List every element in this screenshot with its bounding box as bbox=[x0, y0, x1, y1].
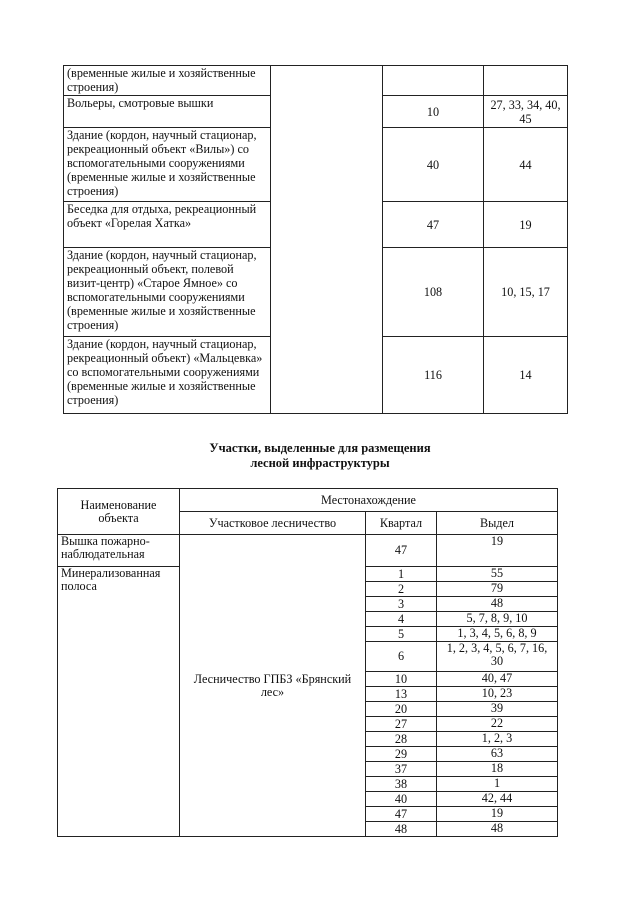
object-name-cell: Минерализованная полоса bbox=[58, 567, 180, 837]
vydel-cell: 39 bbox=[437, 702, 558, 717]
kvartal-cell: 4 bbox=[366, 612, 437, 627]
vydel-cell: 44 bbox=[484, 128, 568, 202]
kvartal-cell: 116 bbox=[383, 337, 484, 414]
kvartal-cell: 2 bbox=[366, 582, 437, 597]
vydel-cell: 1 bbox=[437, 777, 558, 792]
infrastructure-objects-table bbox=[63, 65, 568, 414]
header-row bbox=[58, 489, 558, 512]
vydel-cell bbox=[484, 66, 568, 96]
vydel-cell: 19 bbox=[484, 202, 568, 248]
kvartal-cell: 47 bbox=[366, 807, 437, 822]
heading-line-1: Участки, выделенные для размещения bbox=[209, 441, 431, 455]
vydel-cell: 19 bbox=[437, 535, 558, 567]
vydel-cell: 63 bbox=[437, 747, 558, 762]
vydel-cell: 18 bbox=[437, 762, 558, 777]
vydel-cell: 55 bbox=[437, 567, 558, 582]
object-name-cell: (временные жилые и хозяйственные строения) bbox=[64, 66, 271, 96]
header-vydel: Выдел bbox=[437, 512, 558, 535]
header-location: Местонахождение bbox=[180, 489, 558, 512]
forestry-merged-cell bbox=[271, 66, 383, 414]
vydel-cell: 19 bbox=[437, 807, 558, 822]
kvartal-cell: 28 bbox=[366, 732, 437, 747]
kvartal-cell: 47 bbox=[366, 535, 437, 567]
heading-line-2: лесной инфраструктуры bbox=[250, 456, 390, 470]
vydel-cell: 40, 47 bbox=[437, 672, 558, 687]
object-name-cell: Вышка пожарно-наблюдательная bbox=[58, 535, 180, 567]
kvartal-cell: 37 bbox=[366, 762, 437, 777]
table-row bbox=[64, 66, 568, 96]
vydel-cell: 48 bbox=[437, 597, 558, 612]
kvartal-cell: 13 bbox=[366, 687, 437, 702]
header-kvartal: Квартал bbox=[366, 512, 437, 535]
vydel-cell: 1, 2, 3, 4, 5, 6, 7, 16, 30 bbox=[437, 642, 558, 672]
vydel-cell: 79 bbox=[437, 582, 558, 597]
sites-body bbox=[58, 535, 558, 837]
kvartal-cell: 29 bbox=[366, 747, 437, 762]
vydel-cell: 1, 3, 4, 5, 6, 8, 9 bbox=[437, 627, 558, 642]
vydel-cell: 42, 44 bbox=[437, 792, 558, 807]
vydel-cell: 10, 15, 17 bbox=[484, 248, 568, 337]
vydel-cell: 14 bbox=[484, 337, 568, 414]
vydel-cell: 48 bbox=[437, 822, 558, 837]
object-name-cell: Вольеры, смотровые вышки bbox=[64, 96, 271, 128]
header-object-name: Наименование объекта bbox=[58, 489, 180, 535]
header-forestry: Участковое лесничество bbox=[180, 512, 366, 535]
object-name-cell: Здание (кордон, научный стационар, рекреационный объект) «Мальцевка» со вспомогательными сооружениями (временные жилые и хозяйственные строения) bbox=[64, 337, 271, 414]
kvartal-cell: 38 bbox=[366, 777, 437, 792]
object-name-cell: Здание (кордон, научный стационар, рекреационный объект, полевой визит-центр) «Старое Ямное» со вспомогательными сооружениями (временные жилые и хозяйственные строения) bbox=[64, 248, 271, 337]
kvartal-cell: 40 bbox=[366, 792, 437, 807]
forestry-cell: Лесничество ГПБЗ «Брянский лес» bbox=[180, 535, 366, 837]
vydel-cell: 27, 33, 34, 40, 45 bbox=[484, 96, 568, 128]
kvartal-cell: 3 bbox=[366, 597, 437, 612]
kvartal-cell: 20 bbox=[366, 702, 437, 717]
kvartal-cell: 10 bbox=[366, 672, 437, 687]
table-row bbox=[58, 535, 558, 567]
kvartal-cell: 6 bbox=[366, 642, 437, 672]
infrastructure-objects-body bbox=[64, 66, 568, 414]
forest-infrastructure-sites-table bbox=[57, 488, 558, 837]
vydel-cell: 10, 23 bbox=[437, 687, 558, 702]
kvartal-cell: 5 bbox=[366, 627, 437, 642]
kvartal-cell: 1 bbox=[366, 567, 437, 582]
section-heading bbox=[0, 441, 640, 471]
kvartal-cell: 48 bbox=[366, 822, 437, 837]
vydel-cell: 5, 7, 8, 9, 10 bbox=[437, 612, 558, 627]
vydel-cell: 1, 2, 3 bbox=[437, 732, 558, 747]
vydel-cell: 22 bbox=[437, 717, 558, 732]
kvartal-cell bbox=[383, 66, 484, 96]
kvartal-cell: 108 bbox=[383, 248, 484, 337]
object-name-cell: Здание (кордон, научный стационар, рекреационный объект «Вилы») со вспомогательными сооружениями (временные жилые и хозяйственные строения) bbox=[64, 128, 271, 202]
object-name-cell: Беседка для отдыха, рекреационный объект «Горелая Хатка» bbox=[64, 202, 271, 248]
kvartal-cell: 10 bbox=[383, 96, 484, 128]
kvartal-cell: 40 bbox=[383, 128, 484, 202]
kvartal-cell: 47 bbox=[383, 202, 484, 248]
kvartal-cell: 27 bbox=[366, 717, 437, 732]
